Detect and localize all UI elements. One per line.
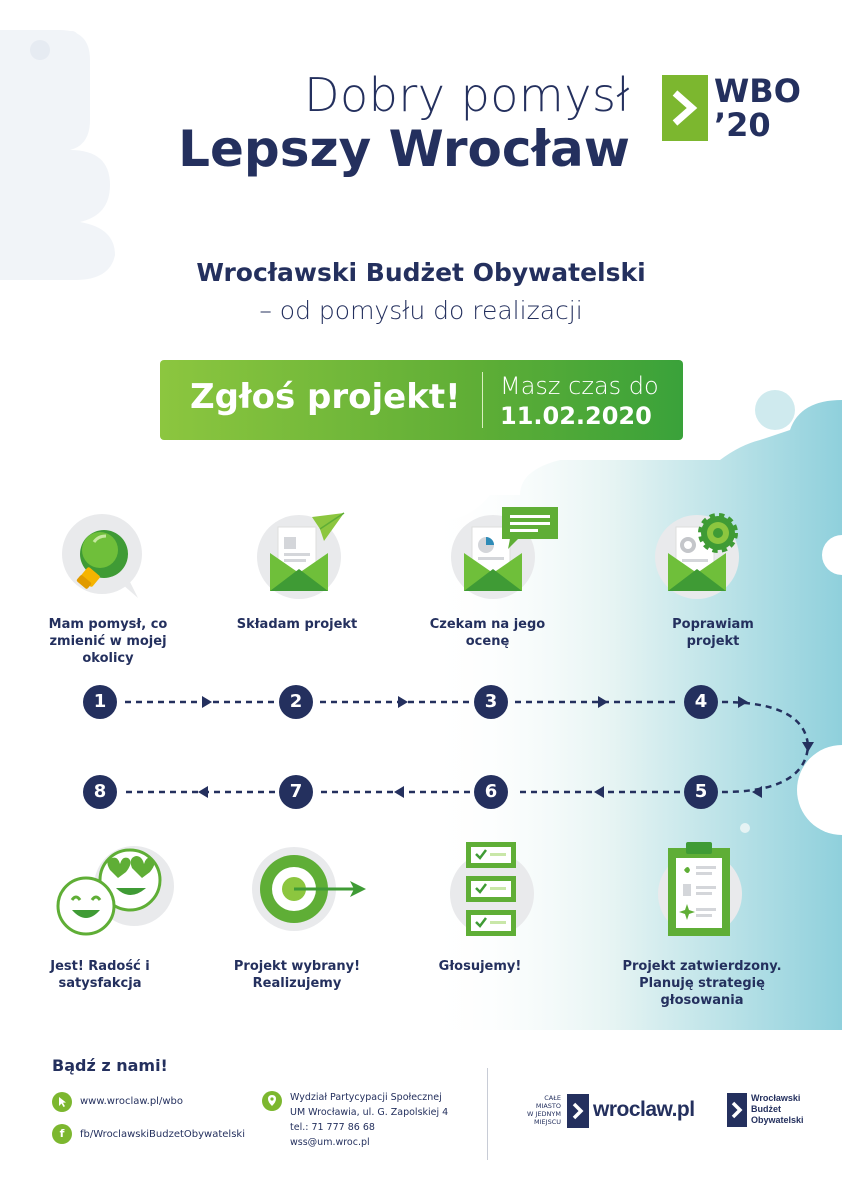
ballot-icon <box>446 838 536 952</box>
step-number-3: 3 <box>474 685 508 719</box>
clipboard-icon <box>654 838 754 952</box>
brand-name: wroclaw.pl <box>593 1098 695 1121</box>
website-link[interactable]: www.wroclaw.pl/wbo <box>80 1096 183 1107</box>
step-label-8: Jest! Radość i satysfakcja <box>50 959 150 991</box>
envelope-chat-icon <box>446 505 566 609</box>
smiley-icon <box>52 838 177 942</box>
wbo-logo <box>662 72 801 145</box>
target-icon <box>250 845 370 939</box>
step-label-3: Czekam na jego ocenę <box>429 617 546 649</box>
step-number-5: 5 <box>684 775 718 809</box>
step-number-1: 1 <box>83 685 117 719</box>
facebook-icon: f <box>52 1124 72 1144</box>
step-label-5: Projekt zatwierdzony. Planuję strategię głosowania <box>622 959 782 1008</box>
email-link[interactable]: wss@um.wroc.pl <box>290 1137 370 1148</box>
footer-title: Bądź z nami! <box>52 1056 168 1075</box>
step-number-7: 7 <box>279 775 313 809</box>
lightbulb-icon <box>60 512 146 606</box>
wbo-logo-text: WBO <box>714 72 801 110</box>
brand-tagline: CAŁE MIASTO W JEDNYM MIEJSCU <box>527 1094 561 1126</box>
phone-number: tel.: 71 777 86 68 <box>290 1122 375 1133</box>
wroclaw-brand-logo <box>505 1094 695 1130</box>
wbo-small-logo <box>727 1093 817 1133</box>
subtitle-tagline: – od pomysłu do realizacji <box>259 296 583 325</box>
step-label-2: Składam projekt <box>236 617 358 632</box>
address-line-1: Wydział Partycypacji Społecznej <box>290 1092 442 1103</box>
contact-address <box>290 1090 448 1150</box>
wbo-small-logo-text: Wrocławski Budżet Obywatelski <box>751 1093 804 1125</box>
headline-main: Lepszy Wrocław <box>178 120 630 178</box>
step-number-6: 6 <box>474 775 508 809</box>
step-number-4: 4 <box>684 685 718 719</box>
wbo-logo-year: ’20 <box>714 106 771 144</box>
chevron-icon <box>662 75 708 141</box>
chevron-icon <box>567 1094 589 1128</box>
cursor-icon <box>52 1092 72 1112</box>
step-number-2: 2 <box>279 685 313 719</box>
banner-cta: Zgłoś projekt! <box>190 377 461 417</box>
step-label-6: Głosujemy! <box>438 959 522 974</box>
step-number-8: 8 <box>83 775 117 809</box>
address-line-2: UM Wrocławia, ul. G. Zapolskiej 4 <box>290 1107 449 1118</box>
step-label-7: Projekt wybrany! Realizujemy <box>233 959 361 991</box>
deadline-date: 11.02.2020 <box>500 402 652 430</box>
chevron-icon <box>727 1093 747 1127</box>
step-label-4: Poprawiam projekt <box>672 617 754 649</box>
deadline-label: Masz czas do <box>500 372 659 400</box>
location-pin-icon <box>262 1091 282 1111</box>
step-label-1: Mam pomysł, co zmienić w mojej okolicy <box>48 617 168 666</box>
submit-banner[interactable] <box>160 360 683 440</box>
footer-divider <box>487 1068 488 1160</box>
facebook-link[interactable]: fb/WroclawskiBudzetObywatelski <box>80 1129 245 1140</box>
headline-top: Dobry pomysł <box>304 68 630 122</box>
banner-divider <box>482 372 483 428</box>
envelope-send-icon <box>252 505 352 609</box>
envelope-gear-icon <box>650 505 750 609</box>
subtitle-title: Wrocławski Budżet Obywatelski <box>196 258 646 287</box>
